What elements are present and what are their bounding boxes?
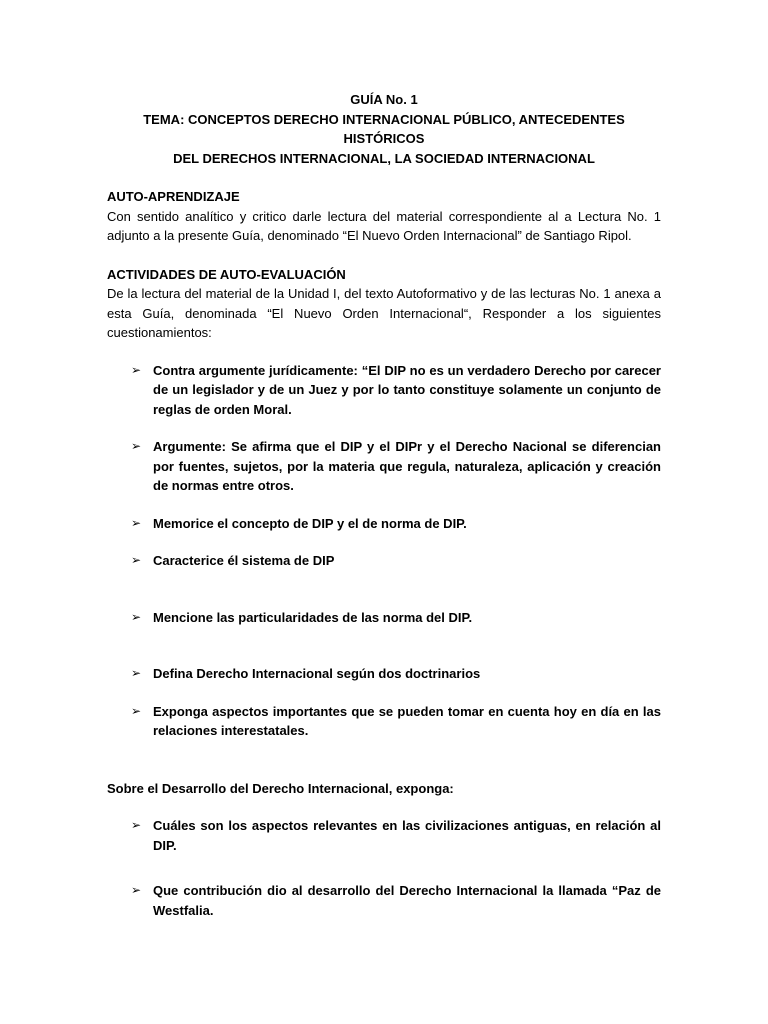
list-item [107,437,661,496]
arrowhead-bullet-icon: ➢ [131,703,142,718]
list-item-text: Exponga aspectos importantes que se pueden tomar en cuenta hoy en día en las relaciones interestatales. [153,703,661,738]
list-item-text: Contra argumente jurídicamente: “El DIP no es un verdadero Derecho por carecer de un legislador y de un Juez y por lo tanto constituye solamente un conjunto de reglas de orden Moral. [153,362,661,417]
self-evaluation-text: De la lectura del material de la Unidad I, del texto Autoformativo y de las lecturas No. 1 anexa a esta Guía, denominada “El Nuevo Orden Internacional“, Responder a los siguientes cuestionamientos: [107,286,661,340]
list-item [107,514,661,534]
list-item-text: Defina Derecho Internacional según dos doctrinarios [153,666,481,681]
arrowhead-bullet-icon: ➢ [131,553,142,567]
arrowhead-bullet-icon: ➢ [131,609,142,624]
list-item-text: Memorice el concepto de DIP y el de norma de DIP. [153,515,467,531]
arrowhead-bullet-icon: ➢ [131,362,142,377]
guide-topic-line-1: TEMA: CONCEPTOS DERECHO INTERNACIONAL PÚBLICO, ANTECEDENTES HISTÓRICOS [143,111,625,146]
list-item-text: Que contribución dio al desarrollo del Derecho Internacional la llamada “Paz de Westfalia. [153,883,661,918]
list-item [107,361,661,420]
guide-number: GUÍA No. 1 [350,92,418,107]
development-list [107,816,661,920]
arrowhead-bullet-icon: ➢ [131,883,142,897]
list-item-text: Argumente: Se afirma que el DIP y el DIPr y el Derecho Nacional se diferencian por fuentes, sujetos, por la materia que regula, naturaleza, aplicación y creación de normas entre otros. [153,439,661,493]
self-evaluation-list [107,361,661,741]
arrowhead-bullet-icon: ➢ [131,439,142,453]
list-item [107,881,661,920]
list-item [107,702,661,741]
arrowhead-bullet-icon: ➢ [131,818,142,832]
list-item [107,608,661,628]
list-item [107,816,661,855]
arrowhead-bullet-icon: ➢ [131,515,142,530]
development-heading: Sobre el Desarrollo del Derecho Internacional, exponga: [107,780,454,796]
self-evaluation-heading: ACTIVIDADES DE AUTO-EVALUACIÓN [107,266,346,282]
list-item [107,664,661,684]
self-learning-text: Con sentido analítico y critico darle lectura del material correspondiente al a Lectura No. 1 adjunto a la presente Guía, denominado “El Nuevo Orden Internacional” de Santiago Ripol. [107,208,661,243]
guide-topic-line-2: DEL DERECHOS INTERNACIONAL, LA SOCIEDAD INTERNACIONAL [173,150,595,166]
list-item-text: Cuáles son los aspectos relevantes en las civilizaciones antiguas, en relación al DIP. [153,818,661,853]
self-learning-heading: AUTO-APRENDIZAJE [107,189,240,204]
list-item-text: Mencione las particularidades de las norma del DIP. [153,609,473,625]
arrowhead-bullet-icon: ➢ [131,666,142,680]
list-item [107,551,661,571]
list-item-text: Caracterice él sistema de DIP [153,553,335,568]
guide-title-block [107,90,661,168]
